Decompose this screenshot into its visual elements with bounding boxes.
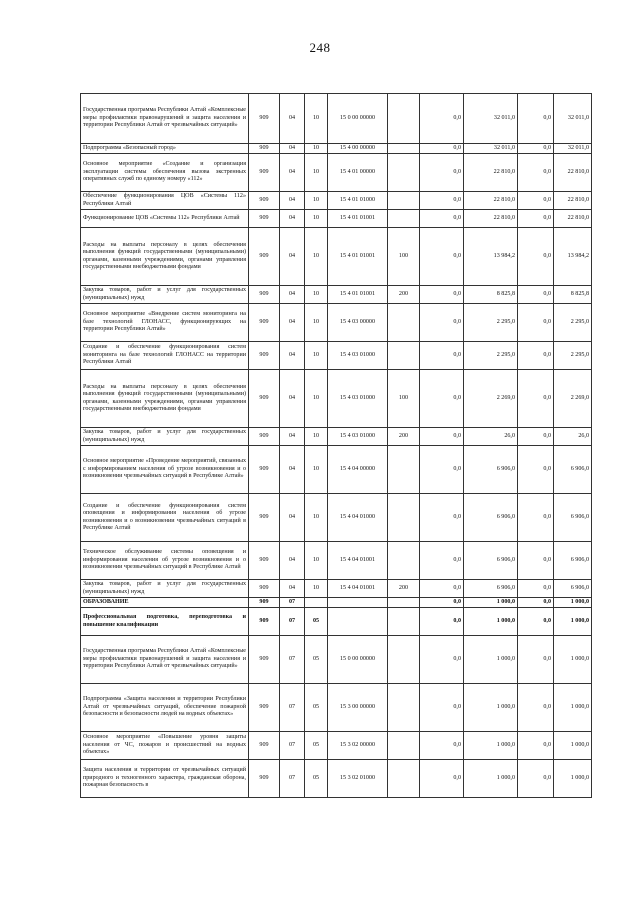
amount-1: 0,0 — [420, 446, 464, 494]
subsection-code: 10 — [305, 154, 328, 192]
target-article: 15 3 00 00000 — [328, 684, 388, 732]
expense-type — [388, 192, 420, 210]
target-article: 15 0 00 00000 — [328, 94, 388, 144]
expense-type: 200 — [388, 580, 420, 598]
amount-total: 6 906,0 — [554, 446, 592, 494]
admin-code: 909 — [249, 154, 280, 192]
section-code: 04 — [280, 580, 305, 598]
expense-type — [388, 598, 420, 608]
target-article — [328, 608, 388, 636]
table-row — [81, 228, 592, 286]
amount-1: 0,0 — [420, 94, 464, 144]
amount-2: 1 000,0 — [464, 760, 518, 798]
amount-3: 0,0 — [518, 342, 554, 370]
amount-1: 0,0 — [420, 428, 464, 446]
expense-type — [388, 94, 420, 144]
row-name: Подпрограмма «Безопасный город» — [81, 144, 249, 154]
table-row — [81, 598, 592, 608]
amount-total: 2 295,0 — [554, 304, 592, 342]
target-article: 15 4 00 00000 — [328, 144, 388, 154]
table-row — [81, 636, 592, 684]
amount-3: 0,0 — [518, 760, 554, 798]
table-row — [81, 144, 592, 154]
amount-3: 0,0 — [518, 608, 554, 636]
target-article: 15 4 03 00000 — [328, 304, 388, 342]
section-code: 04 — [280, 154, 305, 192]
amount-1: 0,0 — [420, 494, 464, 542]
admin-code: 909 — [249, 228, 280, 286]
section-code: 04 — [280, 370, 305, 428]
admin-code: 909 — [249, 580, 280, 598]
amount-2: 26,0 — [464, 428, 518, 446]
target-article: 15 4 01 01001 — [328, 210, 388, 228]
subsection-code: 10 — [305, 94, 328, 144]
admin-code: 909 — [249, 210, 280, 228]
subsection-code: 10 — [305, 286, 328, 304]
row-name: Государственная программа Республики Алтай «Комплексные меры профилактики правонарушений и защита населения и территории Республики Алтай от чрезвычайных ситуаций» — [81, 94, 249, 144]
amount-total: 6 906,0 — [554, 542, 592, 580]
amount-1: 0,0 — [420, 598, 464, 608]
amount-2: 1 000,0 — [464, 598, 518, 608]
admin-code: 909 — [249, 542, 280, 580]
section-code: 04 — [280, 446, 305, 494]
admin-code: 909 — [249, 342, 280, 370]
row-name: Расходы на выплаты персоналу в целях обеспечения выполнения функций государственными (муниципальными) органами, казенными учреждениями, органами управления государственными внебюджетными фондами — [81, 370, 249, 428]
subsection-code: 10 — [305, 446, 328, 494]
target-article: 15 3 02 01000 — [328, 760, 388, 798]
amount-3: 0,0 — [518, 94, 554, 144]
subsection-code: 05 — [305, 608, 328, 636]
amount-3: 0,0 — [518, 210, 554, 228]
amount-total: 6 906,0 — [554, 580, 592, 598]
amount-2: 2 295,0 — [464, 304, 518, 342]
row-name: Расходы на выплаты персоналу в целях обеспечения выполнения функций государственными (муниципальными) органами, казенными учреждениями, органами управления государственными внебюджетными фондами — [81, 228, 249, 286]
row-name: Создание и обеспечение функционирования систем мониторинга на базе технологий ГЛОНАСС на территории Республики Алтай — [81, 342, 249, 370]
amount-2: 1 000,0 — [464, 636, 518, 684]
subsection-code: 10 — [305, 192, 328, 210]
section-code: 04 — [280, 494, 305, 542]
table-row — [81, 154, 592, 192]
admin-code: 909 — [249, 446, 280, 494]
section-code: 04 — [280, 94, 305, 144]
section-code: 07 — [280, 732, 305, 760]
section-code: 04 — [280, 228, 305, 286]
admin-code: 909 — [249, 732, 280, 760]
subsection-code: 10 — [305, 210, 328, 228]
section-code: 04 — [280, 342, 305, 370]
amount-3: 0,0 — [518, 598, 554, 608]
expense-type: 100 — [388, 370, 420, 428]
amount-2: 22 810,0 — [464, 192, 518, 210]
table-row — [81, 304, 592, 342]
section-code: 04 — [280, 192, 305, 210]
expense-type — [388, 154, 420, 192]
expense-type — [388, 636, 420, 684]
expense-type — [388, 542, 420, 580]
admin-code: 909 — [249, 684, 280, 732]
section-code: 07 — [280, 760, 305, 798]
expense-type — [388, 760, 420, 798]
amount-total: 22 810,0 — [554, 192, 592, 210]
amount-2: 1 000,0 — [464, 608, 518, 636]
target-article: 15 4 01 01001 — [328, 228, 388, 286]
row-name: Закупка товаров, работ и услуг для государственных (муниципальных) нужд — [81, 580, 249, 598]
amount-1: 0,0 — [420, 684, 464, 732]
subsection-code: 10 — [305, 144, 328, 154]
amount-2: 32 011,0 — [464, 94, 518, 144]
subsection-code: 10 — [305, 304, 328, 342]
expense-type: 200 — [388, 286, 420, 304]
table-row — [81, 760, 592, 798]
admin-code: 909 — [249, 494, 280, 542]
amount-1: 0,0 — [420, 542, 464, 580]
subsection-code: 10 — [305, 370, 328, 428]
amount-1: 0,0 — [420, 342, 464, 370]
amount-2: 32 011,0 — [464, 144, 518, 154]
amount-3: 0,0 — [518, 286, 554, 304]
amount-1: 0,0 — [420, 580, 464, 598]
amount-total: 32 011,0 — [554, 144, 592, 154]
row-name: Государственная программа Республики Алтай «Комплексные меры профилактики правонарушений и защита населения и территории Республики Алтай от чрезвычайных ситуаций» — [81, 636, 249, 684]
amount-total: 22 810,0 — [554, 154, 592, 192]
amount-2: 22 810,0 — [464, 154, 518, 192]
target-article: 15 4 01 01000 — [328, 192, 388, 210]
admin-code: 909 — [249, 608, 280, 636]
budget-table — [80, 93, 592, 798]
subsection-code: 05 — [305, 732, 328, 760]
section-code: 07 — [280, 608, 305, 636]
subsection-code: 05 — [305, 684, 328, 732]
amount-1: 0,0 — [420, 210, 464, 228]
amount-1: 0,0 — [420, 154, 464, 192]
subsection-code: 10 — [305, 342, 328, 370]
amount-1: 0,0 — [420, 370, 464, 428]
section-code: 04 — [280, 304, 305, 342]
admin-code: 909 — [249, 304, 280, 342]
row-name: Защита населения и территории от чрезвычайных ситуаций природного и техногенного характера, гражданская оборона, пожарная безопасность в — [81, 760, 249, 798]
amount-3: 0,0 — [518, 428, 554, 446]
amount-3: 0,0 — [518, 228, 554, 286]
admin-code: 909 — [249, 598, 280, 608]
amount-2: 6 906,0 — [464, 494, 518, 542]
row-name: Закупка товаров, работ и услуг для государственных (муниципальных) нужд — [81, 428, 249, 446]
expense-type — [388, 342, 420, 370]
row-name: Закупка товаров, работ и услуг для государственных (муниципальных) нужд — [81, 286, 249, 304]
amount-2: 1 000,0 — [464, 732, 518, 760]
section-code: 04 — [280, 286, 305, 304]
table-row — [81, 608, 592, 636]
amount-total: 32 011,0 — [554, 94, 592, 144]
table-row — [81, 210, 592, 228]
target-article: 15 3 02 00000 — [328, 732, 388, 760]
admin-code: 909 — [249, 286, 280, 304]
amount-1: 0,0 — [420, 636, 464, 684]
target-article: 15 0 00 00000 — [328, 636, 388, 684]
amount-3: 0,0 — [518, 370, 554, 428]
admin-code: 909 — [249, 94, 280, 144]
target-article: 15 4 04 00000 — [328, 446, 388, 494]
target-article: 15 4 04 01001 — [328, 542, 388, 580]
amount-total: 1 000,0 — [554, 684, 592, 732]
expense-type — [388, 608, 420, 636]
target-article: 15 4 03 01000 — [328, 370, 388, 428]
subsection-code: 10 — [305, 542, 328, 580]
amount-3: 0,0 — [518, 542, 554, 580]
amount-3: 0,0 — [518, 154, 554, 192]
amount-2: 6 906,0 — [464, 542, 518, 580]
table-row — [81, 94, 592, 144]
amount-total: 1 000,0 — [554, 608, 592, 636]
target-article: 15 4 04 01000 — [328, 494, 388, 542]
amount-1: 0,0 — [420, 732, 464, 760]
amount-1: 0,0 — [420, 192, 464, 210]
target-article: 15 4 04 01001 — [328, 580, 388, 598]
expense-type: 200 — [388, 428, 420, 446]
section-code: 04 — [280, 144, 305, 154]
target-article — [328, 598, 388, 608]
amount-1: 0,0 — [420, 608, 464, 636]
expense-type — [388, 144, 420, 154]
row-name: Техническое обслуживание системы оповещения и информирования населения об угрозе возникновения и о возникновении чрезвычайных ситуаций в Республике Алтай — [81, 542, 249, 580]
table-row — [81, 286, 592, 304]
amount-total: 1 000,0 — [554, 760, 592, 798]
table-row — [81, 580, 592, 598]
amount-3: 0,0 — [518, 446, 554, 494]
row-name: Обеспечение функционирования ЦОВ «Системы 112» Республики Алтай — [81, 192, 249, 210]
target-article: 15 4 03 01000 — [328, 428, 388, 446]
section-code: 07 — [280, 636, 305, 684]
table-row — [81, 494, 592, 542]
section-code: 07 — [280, 684, 305, 732]
amount-3: 0,0 — [518, 732, 554, 760]
expense-type — [388, 210, 420, 228]
subsection-code: 05 — [305, 636, 328, 684]
amount-total: 8 825,8 — [554, 286, 592, 304]
admin-code: 909 — [249, 760, 280, 798]
subsection-code — [305, 598, 328, 608]
row-name: Создание и обеспечение функционирования систем оповещения и информирования населения об угрозе возникновения и о возникновении чрезвычайных ситуаций в Республике Алтай — [81, 494, 249, 542]
section-code: 07 — [280, 598, 305, 608]
table-row — [81, 446, 592, 494]
amount-3: 0,0 — [518, 192, 554, 210]
amount-3: 0,0 — [518, 494, 554, 542]
row-name: Функционирование ЦОВ «Системы 112» Республики Алтай — [81, 210, 249, 228]
amount-3: 0,0 — [518, 580, 554, 598]
amount-2: 8 825,8 — [464, 286, 518, 304]
amount-3: 0,0 — [518, 636, 554, 684]
amount-total: 1 000,0 — [554, 732, 592, 760]
subsection-code: 10 — [305, 580, 328, 598]
amount-total: 26,0 — [554, 428, 592, 446]
expense-type — [388, 732, 420, 760]
section-code: 04 — [280, 542, 305, 580]
section-code: 04 — [280, 210, 305, 228]
subsection-code: 05 — [305, 760, 328, 798]
target-article: 15 4 03 01000 — [328, 342, 388, 370]
amount-1: 0,0 — [420, 144, 464, 154]
amount-2: 1 000,0 — [464, 684, 518, 732]
table-row — [81, 192, 592, 210]
row-name: Подпрограмма «Защита населения и территории Республики Алтай от чрезвычайных ситуаций, обеспечение пожарной безопасности и безопасности людей на водных объектах» — [81, 684, 249, 732]
admin-code: 909 — [249, 370, 280, 428]
page-number: 248 — [309, 40, 331, 55]
row-name: ОБРАЗОВАНИЕ — [81, 598, 249, 608]
amount-total: 22 810,0 — [554, 210, 592, 228]
subsection-code: 10 — [305, 428, 328, 446]
expense-type: 100 — [388, 228, 420, 286]
amount-total: 2 269,0 — [554, 370, 592, 428]
row-name: Основное мероприятие «Внедрение систем мониторинга на базе технологий ГЛОНАСС, функционирующих на территории Республики Алтай» — [81, 304, 249, 342]
row-name: Основное мероприятие «Проведение мероприятий, связанных с информированием населения об угрозе возникновения и о возникновении чрезвычайных ситуаций в Республике Алтай» — [81, 446, 249, 494]
amount-2: 13 984,2 — [464, 228, 518, 286]
row-name: Основное мероприятие «Повышение уровня защиты населения от ЧС, пожаров и происшествий на водных объектах» — [81, 732, 249, 760]
table-row — [81, 542, 592, 580]
amount-3: 0,0 — [518, 144, 554, 154]
expense-type — [388, 494, 420, 542]
table-row — [81, 428, 592, 446]
amount-1: 0,0 — [420, 286, 464, 304]
amount-total: 1 000,0 — [554, 598, 592, 608]
amount-1: 0,0 — [420, 760, 464, 798]
row-name: Основное мероприятие «Создание и организация эксплуатации системы обеспечения вызова экстренных оперативных служб по единому номеру «112» — [81, 154, 249, 192]
table-row — [81, 684, 592, 732]
amount-1: 0,0 — [420, 228, 464, 286]
subsection-code: 10 — [305, 494, 328, 542]
amount-2: 22 810,0 — [464, 210, 518, 228]
amount-total: 1 000,0 — [554, 636, 592, 684]
admin-code: 909 — [249, 636, 280, 684]
amount-1: 0,0 — [420, 304, 464, 342]
admin-code: 909 — [249, 428, 280, 446]
target-article: 15 4 01 01001 — [328, 286, 388, 304]
amount-total: 6 906,0 — [554, 494, 592, 542]
admin-code: 909 — [249, 192, 280, 210]
table-row — [81, 370, 592, 428]
amount-3: 0,0 — [518, 304, 554, 342]
subsection-code: 10 — [305, 228, 328, 286]
expense-type — [388, 446, 420, 494]
section-code: 04 — [280, 428, 305, 446]
amount-2: 2 269,0 — [464, 370, 518, 428]
amount-total: 2 295,0 — [554, 342, 592, 370]
expense-type — [388, 684, 420, 732]
row-name: Профессиональная подготовка, переподготовка и повышение квалификации — [81, 608, 249, 636]
target-article: 15 4 01 00000 — [328, 154, 388, 192]
amount-3: 0,0 — [518, 684, 554, 732]
table-row — [81, 732, 592, 760]
amount-2: 6 906,0 — [464, 580, 518, 598]
admin-code: 909 — [249, 144, 280, 154]
amount-total: 13 984,2 — [554, 228, 592, 286]
amount-2: 6 906,0 — [464, 446, 518, 494]
amount-2: 2 295,0 — [464, 342, 518, 370]
expense-type — [388, 304, 420, 342]
table-row — [81, 342, 592, 370]
